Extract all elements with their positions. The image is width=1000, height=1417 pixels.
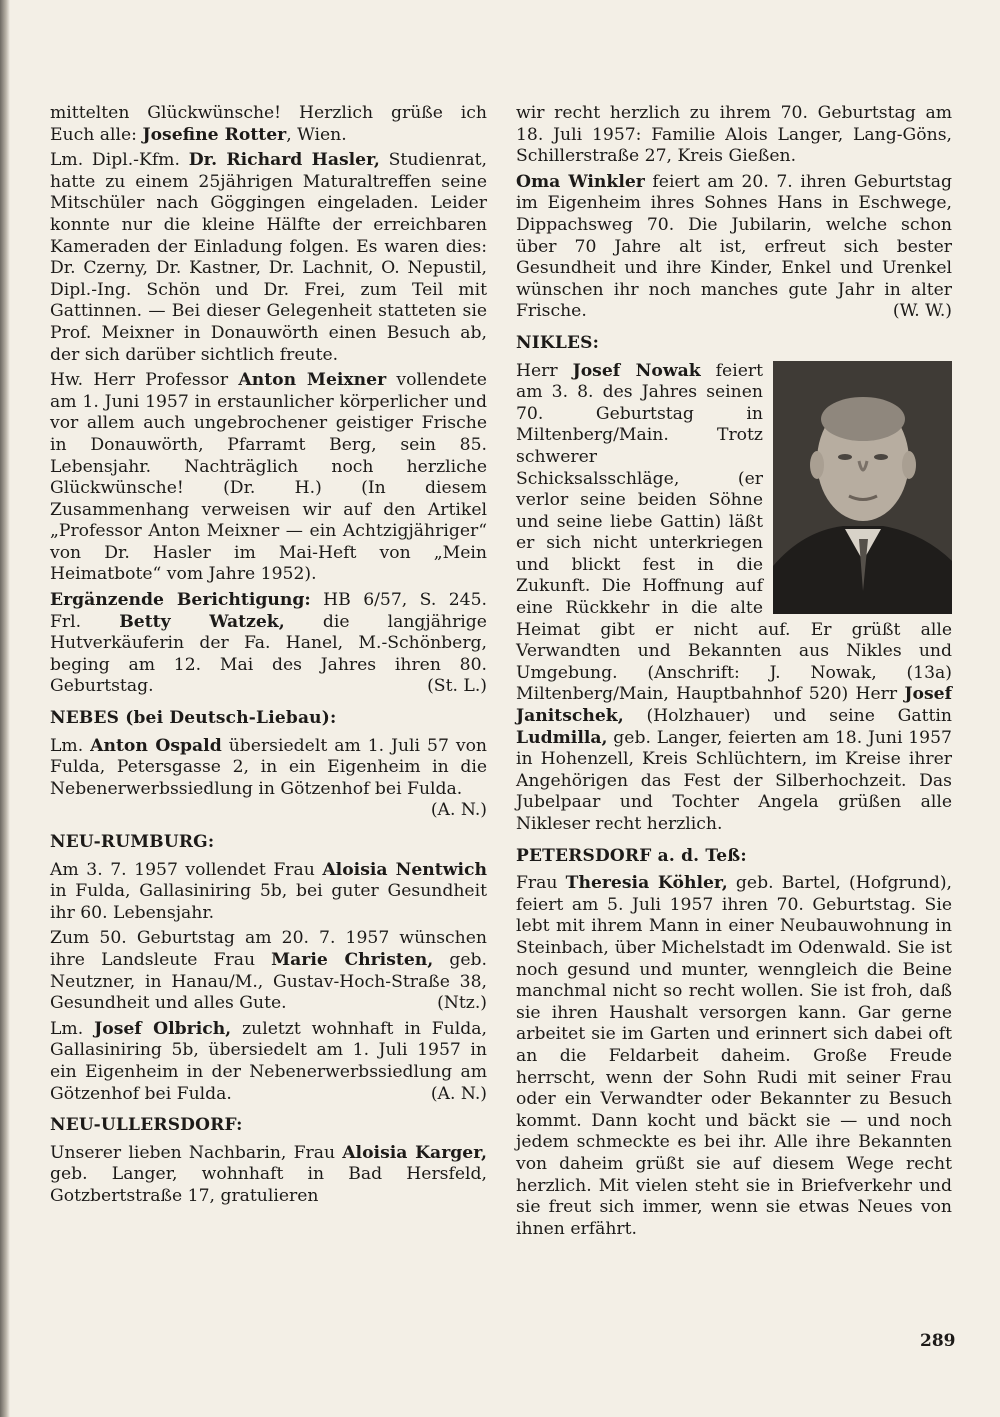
section-heading-nebes: NEBES (bei Deutsch-Liebau): xyxy=(50,708,337,729)
signature: (A. N.) xyxy=(430,1083,487,1104)
paragraph-winkler: Oma Winkler feiert am 20. 7. ihren Geburtstag im Eigenheim ihres Sohnes Hans in Eschwege, Dippachsweg 70. Die Jubilarin, welche schon über 70 Jahre alt ist, erfreut sich bester Gesundheit und ihre Kinder, Enkel und Urenkel wünschen ihr noch manches gute Jahr in alter Frische. (W. W.) xyxy=(516,171,953,322)
paragraph-nentwich: Am 3. 7. 1957 vollendet Frau Aloisia Nentwich in Fulda, Gallasiniring 5b, bei guter Gesundheit ihr 60. Lebensjahr. xyxy=(50,859,487,923)
paragraph-berichtigung: Ergänzende Berichtigung: HB 6/57, S. 245. Frl. Betty Watzek, die langjährige Hutverkäuferin der Fa. Hanel, M.-Schönberg, beging am 12. Mai des Jahres ihren 80. Geburtstag. (St. L.) xyxy=(50,590,487,697)
paragraph-langer: wir recht herzlich zu ihrem 70. Geburtstag am 18. Juli 1957: Familie Alois Langer, Lang-Göns, Schillerstraße 27, Kreis Gießen. xyxy=(516,103,952,167)
section-heading-neu-rumburg: NEU-RUMBURG: xyxy=(50,832,215,852)
signature: (Ntz.) xyxy=(437,993,487,1014)
paragraph-christen: Zum 50. Geburtstag am 20. 7. 1957 wünschen ihre Landsleute Frau Marie Christen, geb. Neutzner, in Hanau/M., Gustav-Hoch-Straße 38, Gesundheit und alles Gute. (Ntz.) xyxy=(50,928,487,1014)
signature: (St. L.) xyxy=(427,676,487,697)
portrait-image xyxy=(773,361,952,614)
paragraph-rotter: mittelten Glückwünsche! Herzlich grüße ich Euch alle: Josefine Rotter, Wien. xyxy=(50,103,487,145)
signature: (W. W.) xyxy=(892,301,952,322)
page-binding-edge xyxy=(0,0,10,1417)
section-heading-neu-ullersdorf: NEU-ULLERSDORF: xyxy=(50,1115,243,1136)
signature: (A. N.) xyxy=(430,800,487,821)
section-heading-nikles: NIKLES: xyxy=(516,332,600,353)
paragraph-koehler: Frau Theresia Köhler, geb. Bartel, (Hofgrund), feiert am 5. Juli 1957 ihren 70. Geburtstag. Sie lebt mit ihrem Mann in einer Neubauwohnung in Steinbach, über Michelstadt im Odenwald. Sie ist noch gesund und munter, wenngleich die Beine manchmal nicht so recht wollen. Sie ist froh, daß sie ihren Haushalt versorgen kann. Gar gerne arbeitet sie im Garten und erinnert sich dabei oft an die Feldarbeit daheim. Große Freude herrscht, wenn der Sohn Rudi mit seiner Frau oder ein Verwandter oder Bekannter zu Besuch kommt. Dann kocht und bäckt sie — und noch jedem schmeckte es bei ihr. Alle ihre Bekannten von daheim grüßt sie auf diesem Wege recht herzlich. Mit vielen steht sie in Briefverkehr und sie freut sich immer, wenn sie etwas Neues von ihnen erfährt. xyxy=(516,873,952,1239)
paragraph-nowak: Herr Josef Nowak feiert am 3. 8. des Jahres seinen 70. Geburtstag in Miltenberg/Main. Trotz schwerer Schicksalsschläge, (er verlor seine beiden Söhne und seine liebe Gattin) läßt er sich nicht unterkriegen und blickt fest in die Zukunft. Die Hoffnung auf eine Rückkehr in die alte Heimat gibt er nicht auf. Er grüßt alle Verwandten und Bekannten aus Nikles und Umgebung. (Anschrift: J. Nowak, (13a) Miltenberg/Main, Hauptbahnhof 520) Herr Josef Janitschek, (Holzhauer) und seine Gattin Ludmilla, geb. Langer, feierten am 18. Juni 1957 in Hohenzell, Kreis Schlüchtern, im Kreise ihrer Angehörigen das Fest der Silberhochzeit. Das Jubelpaar und Tochter Angela grüßen alle Nikleser recht herzlich. xyxy=(516,360,952,834)
paragraph-olbrich: Lm. Josef Olbrich, zuletzt wohnhaft in Fulda, Gallasiniring 5b, übersiedelt am 1. Juli 1957 in ein Eigenheim in der Nebenerwerbssiedlung am Götzenhof bei Fulda. (A. N.) xyxy=(50,1018,488,1104)
paragraph-karger: Unserer lieben Nachbarin, Frau Aloisia Karger, geb. Langer, wohnhaft in Bad Hersfeld, Gotzbertstraße 17, gratulieren xyxy=(50,1142,487,1206)
right-column xyxy=(516,103,952,1244)
section-heading-petersdorf: PETERSDORF a. d. Teß: xyxy=(516,845,747,866)
paragraph-ospald: Lm. Anton Ospald übersiedelt am 1. Juli 57 von Fulda, Petersgasse 2, in ein Eigenheim in die Nebenerwerbssiedlung in Götzenhof bei Fulda. (A. N.) xyxy=(50,735,487,821)
left-column xyxy=(50,103,487,1212)
paragraph-hasler: Lm. Dipl.-Kfm. Dr. Richard Hasler, Studienrat, hatte zu einem 25jährigen Maturaltreffen seine Mitschüler nach Göggingen eingeladen. Leider konnte nur die kleine Hälfte der erreichbaren Kameraden der Einladung folgen. Es waren dies: Dr. Czerny, Dr. Kastner, Dr. Lachnit, O. Nepustil, Dipl.-Ing. Schön und Dr. Frei, zum Teil mit Gattinnen. — Bei dieser Gelegenheit statteten sie Prof. Meixner in Donauwörth einen Besuch ab, der sich darüber sichtlich freute. xyxy=(50,150,487,365)
page-number: 289 xyxy=(920,1331,956,1351)
portrait-photo xyxy=(773,361,952,614)
paragraph-meixner: Hw. Herr Professor Anton Meixner vollendete am 1. Juni 1957 in erstaunlicher körperlicher und vor allem auch ungebrochener geistiger Frische in Donauwörth, Pfarramt Berg, sein 85. Lebensjahr. Nachträglich noch herzliche Glückwünsche! (Dr. H.) (In diesem Zusammenhang verweisen wir auf den Artikel „Professor Anton Meixner — ein Achtzigjähriger“ von Dr. Hasler im Mai-Heft von „Mein Heimatbote“ vom Jahre 1952). xyxy=(50,370,487,585)
